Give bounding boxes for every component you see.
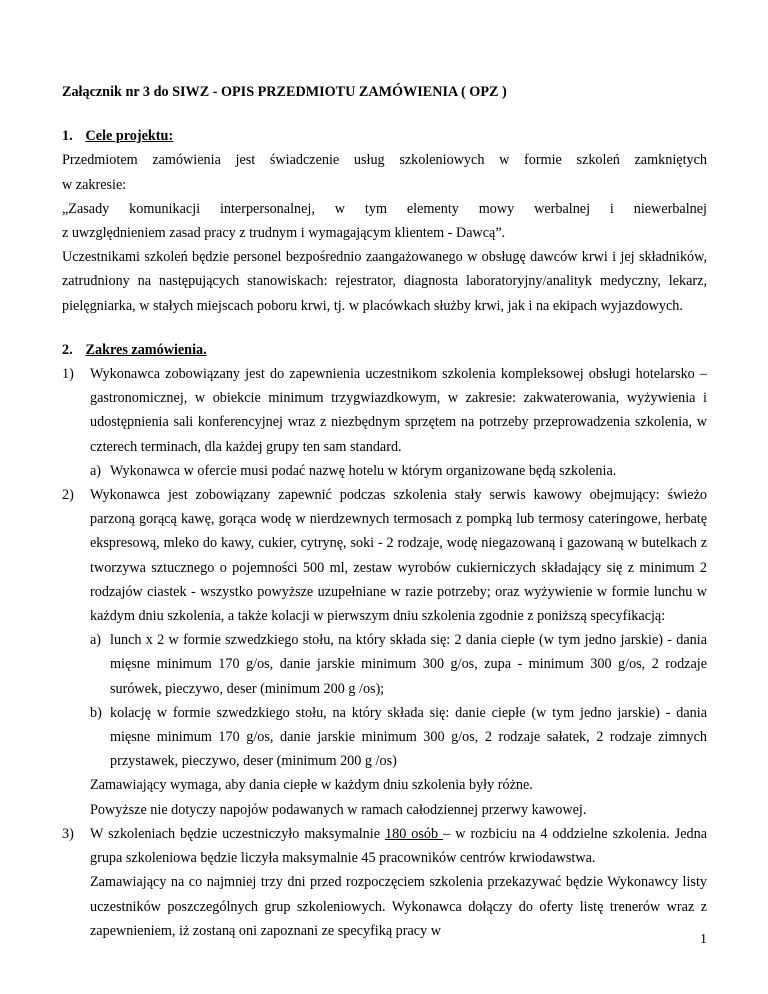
section-1-paragraph-3: Uczestnikami szkoleń będzie personel bezpośrednio zaangażowanego w obsługę dawców krwi i jej składników, zatrudniony na następujących stanowiskach: rejestrator, diagnosta laboratoryjny/analityk medyczny, lekarz, pielęgniarka, w stałych miejscach poboru krwi, tj. w placówkach służby krwi, jak i na ekipach wyjazdowych. [62, 249, 707, 314]
list-item-2-text: Wykonawca jest zobowiązany zapewnić podczas szkolenia stały serwis kawowy obejmujący: świeżo parzoną gorącą kawę, gorąca wodę w nierdzewnych termosach z pompką lub termosy cateringowe, herbatę ekspresową, mleko do kawy, cukier, cytrynę, soki - 2 rodzaje, wodę niegazowaną i gazowaną w butelkach z tworzywa sztucznego o pojemności 500 ml, zestaw wyrobów cukierniczych składający się z minimum 2 rodzajów ciastek - wszystko powyższe uzupełniane w razie potrzeby; oraz wyżywienie w formie lunchu w każdym dniu szkolenia, a także kolacji w pierwszym dniu szkolenia zgodnie z poniższą specyfikacją: [90, 487, 707, 625]
list-item-3-paragraph-2: Zamawiający na co najmniej trzy dni przed rozpoczęciem szkolenia przekazywać będzie Wykonawcy listy uczestników poszczególnych grup szkoleniowych. Wykonawca dołączy do oferty listę trenerów wraz z zapewnieniem, iż zostaną oni zapoznani ze specyfiką pracy w [90, 874, 707, 939]
section-1-paragraph-1-line-1: Przedmiotem zamówienia jest świadczenie usług szkoleniowych w formie szkoleń zamkniętych [62, 152, 707, 169]
section-1-number: 1. [62, 128, 73, 145]
document-title: Załącznik nr 3 do SIWZ - OPIS PRZEDMIOTU ZAMÓWIENIA ( OPZ ) [62, 84, 507, 100]
section-1-paragraph-2-line-2: z uwzględnieniem zasad pracy z trudnym i wymagającym klientem - Dawcą”. [62, 225, 506, 242]
section-2-title: Zakres zamówienia. [85, 341, 207, 358]
section-2-heading [62, 338, 707, 362]
list-item-2-note-2: Powyższe nie dotyczy napojów podawanych w ramach całodziennej przerwy kawowej. [90, 801, 587, 818]
list-item-2a [62, 628, 707, 701]
list-item-3-number: 3) [62, 825, 74, 842]
list-item-1-text: Wykonawca zobowiązany jest do zapewnienia uczestnikom szkolenia kompleksowej obsługi hotelarsko – gastronomicznej, w obiekcie minimum trzygwiazdkowym, w zakresie: zakwaterowania, wyżywienia i udostępnienia sali konferencyjnej wraz z niezbędnym sprzętem na potrzeby przeprowadzenia szkolenia, w czterech terminach, dla każdej grupy ten sam standard. [90, 366, 707, 455]
list-item-1a-text: Wykonawca w ofercie musi podać nazwę hotelu w którym organizowane będą szkolenia. [110, 462, 617, 479]
section-2-number: 2. [62, 341, 73, 358]
list-item-2b-letter: b) [90, 704, 102, 721]
list-item-2-number: 2) [62, 487, 74, 504]
list-item-3-text [90, 822, 707, 870]
list-item-1a [62, 459, 707, 483]
list-item-1-number: 1) [62, 366, 74, 383]
list-item-2b [62, 701, 707, 774]
list-item-2a-text: lunch x 2 w formie szwedzkiego stołu, na który składa się: 2 dania ciepłe (w tym jedno jarskie) - dania mięsne minimum 170 g/os, danie jarskie minimum 300 g/os, zupa - minimum 300 g/os, 2 rodzaje surówek, pieczywo, deser (minimum 200 g /os); [110, 632, 707, 697]
document-page [62, 80, 707, 943]
list-item-2b-text: kolację w formie szwedzkiego stołu, na który składa się: danie ciepłe (w tym jedno jarskie) - dania mięsne minimum 170 g/os, danie jarskie minimum 300 g/os, 2 rodzaje sałatek, 2 rodzaje zimnych przystawek, pieczywo, deser (minimum 200 g /os) [110, 704, 707, 770]
list-item-2 [62, 483, 707, 628]
list-item-3-text-post: – w rozbiciu na 4 oddzielne szkolenia. Jedna grupa szkoleniowa będzie liczyła maksymalnie 45 pracowników centrów krwiodawstwa. [90, 825, 707, 867]
list-item-2a-letter: a) [90, 632, 102, 649]
list-item-1 [62, 362, 707, 459]
list-item-3-text-pre: W szkoleniach będzie uczestniczyło maksymalnie [90, 825, 385, 842]
section-1-paragraph-1-line-2: w zakresie: [62, 176, 127, 193]
list-item-1a-letter: a) [90, 462, 102, 479]
page-number: 1 [700, 932, 707, 947]
section-1-title: Cele projektu: [85, 128, 174, 145]
participant-count: 180 osób [385, 825, 444, 842]
list-item-3 [62, 822, 707, 870]
section-1-heading [62, 124, 707, 148]
section-1-paragraph-2-line-1: „Zasady komunikacji interpersonalnej, w tym elementy mowy werbalnej i niewerbalnej [62, 200, 707, 217]
list-item-2-note-1: Zamawiający wymaga, aby dania ciepłe w każdym dniu szkolenia były różne. [90, 777, 533, 794]
